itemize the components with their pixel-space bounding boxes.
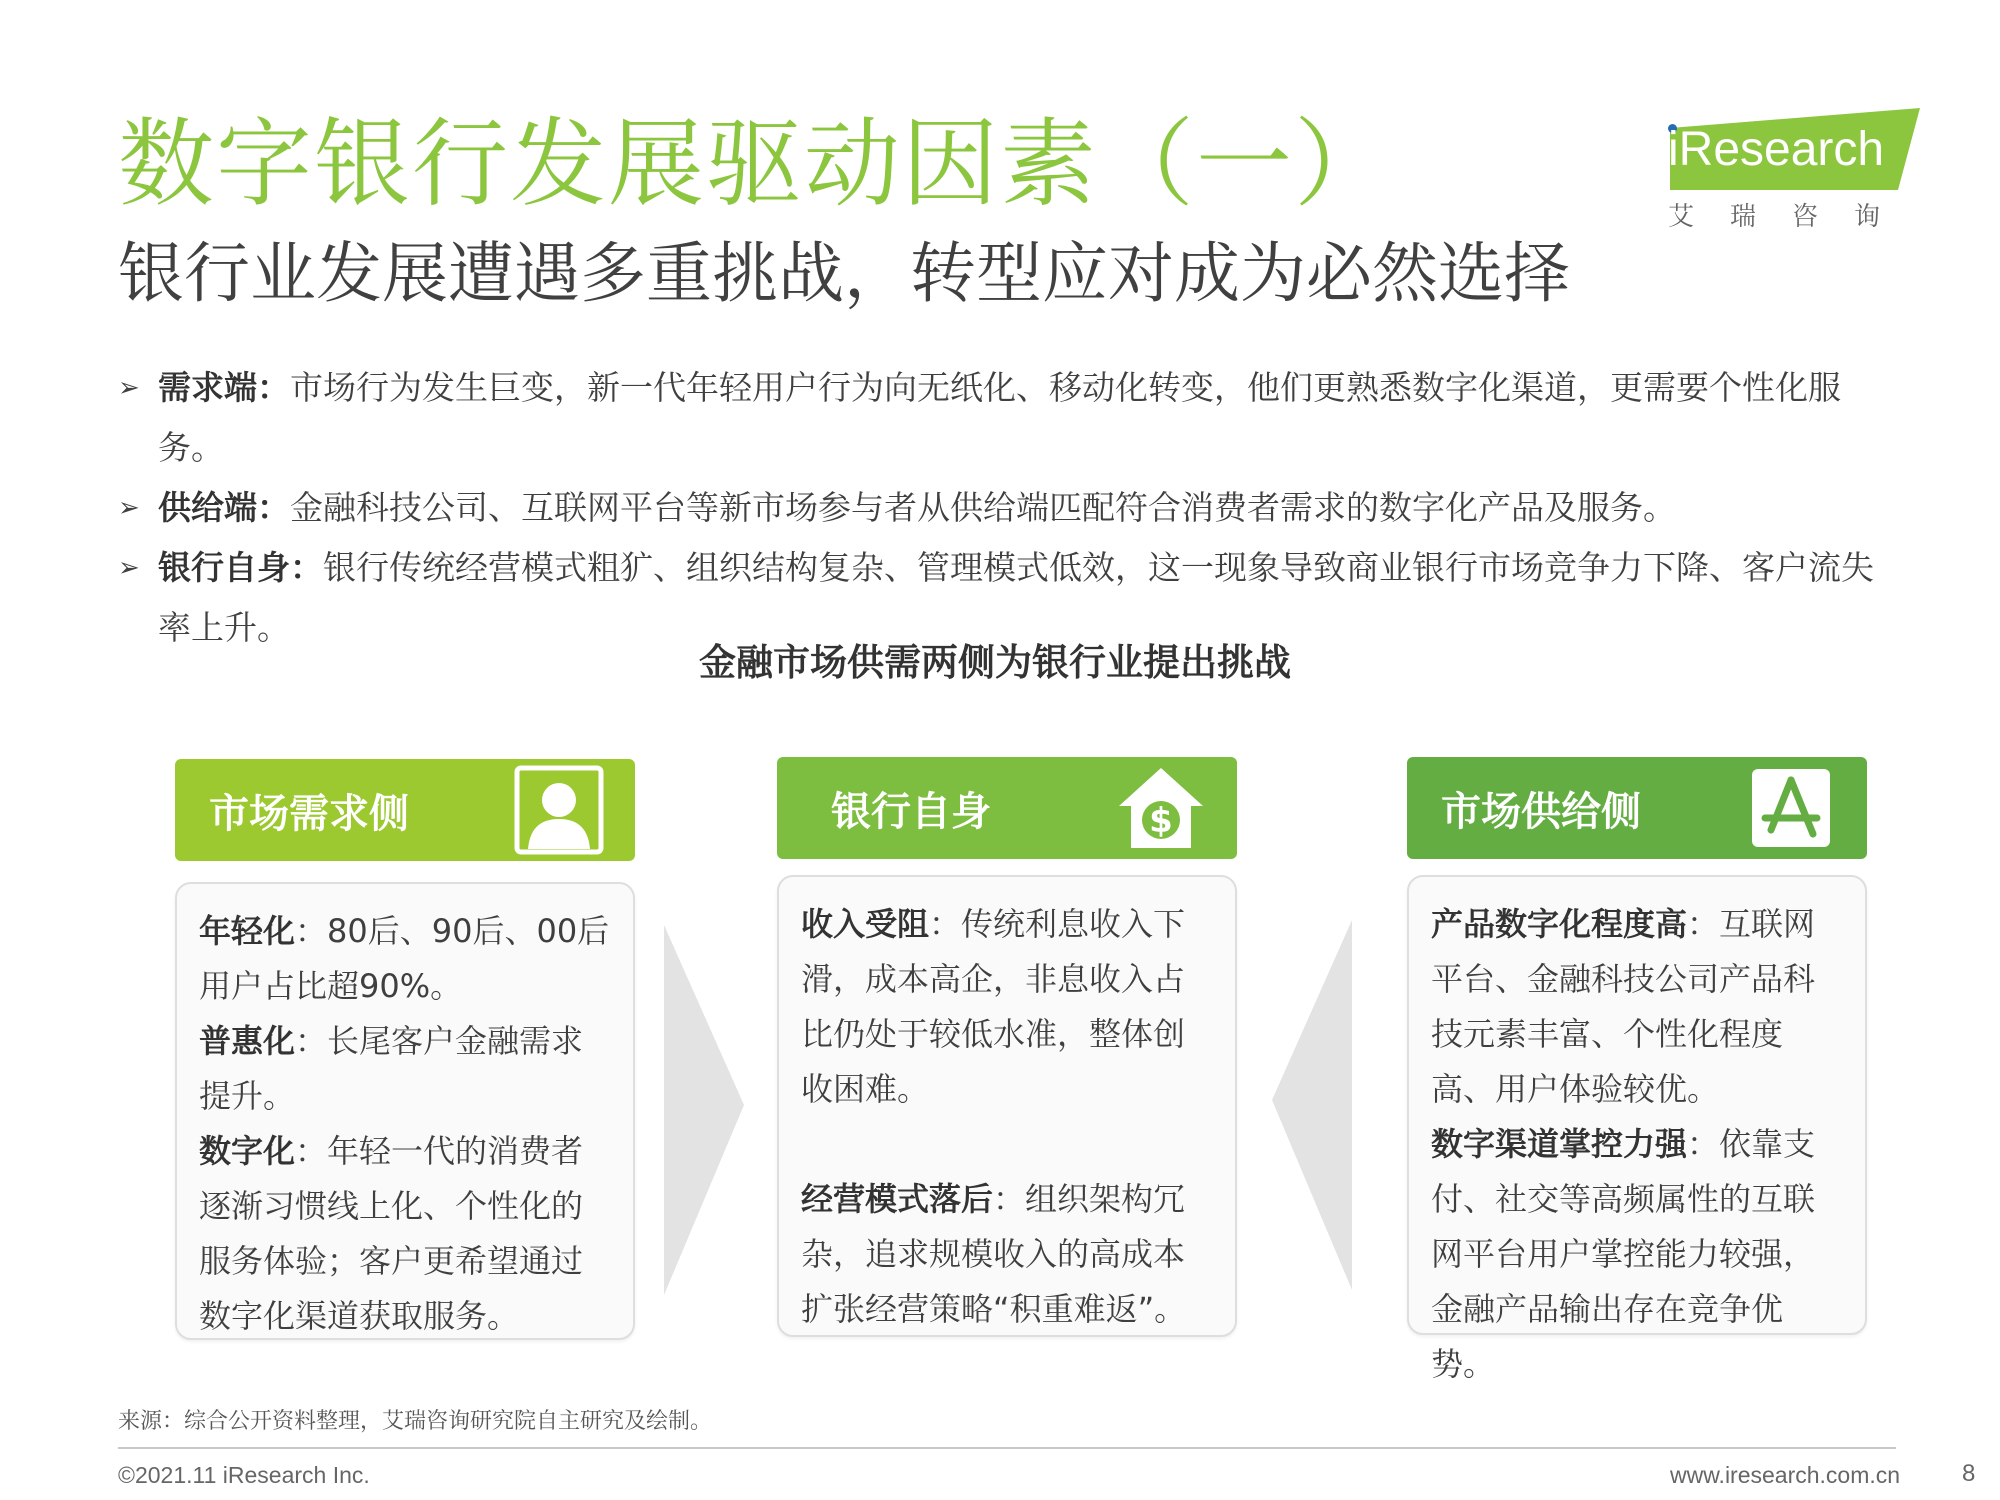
svg-text:$: $ xyxy=(1149,801,1173,841)
card-supply xyxy=(1407,875,1867,1383)
bullet-arrow-icon: ➢ xyxy=(118,553,140,583)
logo-text: iResearch xyxy=(1668,123,1885,176)
card-item-text: ：80后、90后、00后用户占比超90%。 xyxy=(199,912,610,1005)
app-store-icon xyxy=(1745,762,1837,854)
card-item-text: ：互联网平台、金融科技公司产品科技元素丰富、个性化程度高、用户体验较优。 xyxy=(1431,905,1816,1108)
card-item-text: ：组织架构冗杂，追求规模收入的高成本扩张经营策略“积重难返”。 xyxy=(801,1180,1187,1328)
page-title: 数字银行发展驱动因素（一） xyxy=(118,108,1392,220)
card-item xyxy=(199,904,613,1014)
person-icon xyxy=(513,764,605,856)
column-header-label: 市场需求侧 xyxy=(209,790,409,837)
bullet-text: 金融科技公司、互联网平台等新市场参与者从供给端匹配符合消费者需求的数字化产品及服务。 xyxy=(290,488,1676,527)
house-dollar-icon xyxy=(1115,762,1207,854)
card-item-label: 数字化 xyxy=(199,1132,296,1170)
chevron-right-icon xyxy=(664,925,744,1305)
page-number: 8 xyxy=(1962,1460,1976,1487)
card-item-text: ：传统利息收入下滑，成本高企，非息收入占比仍处于较低水准，整体创收困难。 xyxy=(801,905,1186,1108)
page-subtitle: 银行业发展遭遇多重挑战，转型应对成为必然选择 xyxy=(118,235,1570,312)
column-header-demand xyxy=(175,759,635,861)
column-header-supply xyxy=(1407,757,1867,859)
bullet-arrow-icon: ➢ xyxy=(118,373,140,403)
copyright: ©2021.11 iResearch Inc. xyxy=(118,1462,370,1488)
card-demand xyxy=(175,882,635,1340)
source-note: 来源：综合公开资料整理，艾瑞咨询研究院自主研究及绘制。 xyxy=(118,1409,713,1434)
bullet-label: 银行自身： xyxy=(158,548,323,587)
column-header-label: 银行自身 xyxy=(831,788,991,835)
card-item-label: 普惠化 xyxy=(199,1022,296,1060)
card-item-label: 数字渠道掌控力强 xyxy=(1431,1125,1688,1163)
diagram-title: 金融市场供需两侧为银行业提出挑战 xyxy=(699,641,1291,684)
card-item-label: 收入受阻 xyxy=(801,905,930,943)
bullet-list xyxy=(118,358,1878,658)
card-item xyxy=(801,1172,1215,1337)
logo-chinese-text: 艾瑞咨询 xyxy=(1668,202,1917,232)
card-bank-self xyxy=(777,875,1237,1337)
bullet-supply xyxy=(118,478,1878,538)
iresearch-logo xyxy=(1662,108,1917,233)
bullet-text: 市场行为发生巨变，新一代年轻用户行为向无纸化、移动化转变，他们更熟悉数字化渠道，更需要个性化服务。 xyxy=(158,368,1841,467)
card-item xyxy=(199,1124,613,1344)
card-item xyxy=(1431,1117,1845,1392)
bullet-label: 需求端： xyxy=(158,368,290,407)
card-item-text: ：长尾客户金融需求提升。 xyxy=(199,1022,584,1115)
column-header-bank-self xyxy=(777,757,1237,859)
column-header-label: 市场供给侧 xyxy=(1441,788,1641,835)
bullet-text: 银行传统经营模式粗犷、组织结构复杂、管理模式低效，这一现象导致商业银行市场竞争力下降、客户流失率上升。 xyxy=(158,548,1874,647)
card-item-text: ：年轻一代的消费者逐渐习惯线上化、个性化的服务体验；客户更希望通过数字化渠道获取服务。 xyxy=(199,1132,584,1335)
bullet-demand xyxy=(118,358,1878,478)
card-item-text: ：依靠支付、社交等高频属性的互联网平台用户掌控能力较强，金融产品输出存在竞争优势。 xyxy=(1431,1125,1816,1383)
website-url: www.iresearch.com.cn xyxy=(1670,1462,1901,1488)
card-item-label: 年轻化 xyxy=(199,912,296,950)
card-item xyxy=(1431,897,1845,1117)
card-item-label: 产品数字化程度高 xyxy=(1431,905,1688,943)
card-item xyxy=(801,897,1215,1117)
card-item-label: 经营模式落后 xyxy=(801,1180,994,1218)
footer-divider xyxy=(118,1447,1896,1449)
bullet-label: 供给端： xyxy=(158,488,290,527)
chevron-left-icon xyxy=(1272,920,1352,1300)
bullet-arrow-icon: ➢ xyxy=(118,493,140,523)
card-item xyxy=(199,1014,613,1124)
